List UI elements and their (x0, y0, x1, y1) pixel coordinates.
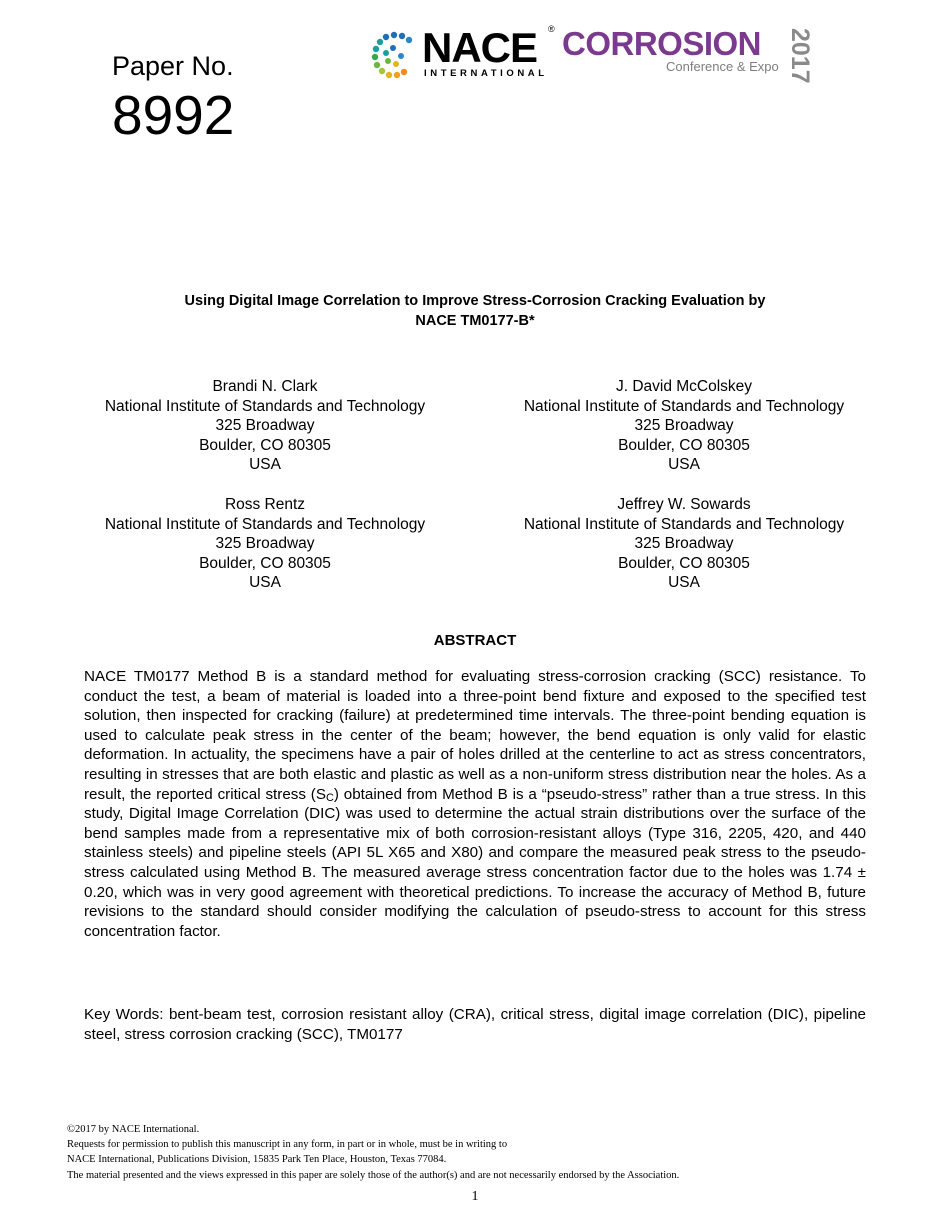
footer-disclaimer: The material presented and the views expressed in this paper are solely those of the author(s) and are not necessarily endorsed by the Association. (67, 1169, 680, 1181)
footer-copyright: ©2017 by NACE International. (67, 1124, 200, 1135)
corrosion-wordmark: CORROSION (562, 25, 762, 62)
nace-wordmark: NACE (422, 24, 538, 71)
author-street: 325 Broadway (634, 535, 734, 552)
author-country: USA (249, 574, 281, 591)
abstract-text-part-2: ) obtained from Method B is a “pseudo-stress” rather than a true stress. In this study, Digital Image Correlation (DIC) was used to determine the actual strain distributions over the surface of the bend samples made from a representative mix of both corrosion-resistant alloys (Type 316, 2205, 420, and 440 stainless steels) and pipeline steels (API 5L X65 and X80) and compare the measured peak stress to the pseudo-stress calculated using Method B. The measured average stress concentration factor due to the holes was 1.74 ± 0.20, which was in very good agreement with theoretical predictions. To increase the accuracy of Method B, future revisions to the standard should consider modifying the calculation of pseudo-stress to account for this stress concentration factor. (84, 785, 866, 940)
footer-permission-line-2: NACE International, Publications Division, 15835 Park Ten Place, Houston, Texas 77084. (67, 1154, 447, 1166)
abstract-heading: ABSTRACT (433, 632, 517, 649)
author-institution: National Institute of Standards and Technology (104, 515, 426, 533)
author-country: USA (668, 574, 700, 591)
paper-label: Paper No. (112, 51, 234, 81)
abstract-subscript: C (325, 791, 334, 804)
registered-mark: ® (548, 24, 555, 34)
abstract-text-part-1: NACE TM0177 Method B is a standard method for evaluating stress-corrosion cracking (SCC) resistance. To conduct the test, a beam of material is loaded into a three-point bend fixture and exposed to the specified test solution, then inspected for cracking (failure) at predetermined time intervals. The three-point bending equation is used to calculate peak stress in the center of the beam; however, the bend equation is only valid for elastic deformation. In actuality, the specimens have a pair of holes drilled at the centerline to act as stress concentrators, resulting in stresses that are both elastic and plastic as well as a non-uniform stress distribution near the holes. As a result, the reported critical stress (S (84, 668, 866, 803)
author-name: J. David McColskey (615, 378, 753, 395)
corrosion-subtitle: Conference & Expo (666, 59, 779, 74)
author-street: 325 Broadway (215, 417, 315, 434)
author-name: Jeffrey W. Sowards (617, 496, 751, 513)
author-block (65, 495, 465, 593)
author-name: Ross Rentz (224, 496, 306, 513)
author-street: 325 Broadway (634, 417, 734, 434)
author-city: Boulder, CO 80305 (199, 554, 331, 572)
author-city: Boulder, CO 80305 (199, 436, 331, 454)
author-institution: National Institute of Standards and Technology (523, 515, 845, 533)
page-number: 1 (471, 1189, 479, 1204)
author-block (484, 495, 884, 593)
author-city: Boulder, CO 80305 (618, 436, 750, 454)
author-country: USA (668, 456, 700, 473)
nace-logo (368, 24, 568, 86)
nace-subtitle: INTERNATIONAL (424, 68, 548, 79)
footer-permission-line-1: Requests for permission to publish this manuscript in any form, in part or in whole, must be in writing to (67, 1139, 508, 1151)
author-block (65, 377, 465, 475)
title-line-2: NACE TM0177-B* (415, 313, 535, 329)
author-name: Brandi N. Clark (212, 378, 318, 395)
nace-globe-icon (368, 28, 420, 80)
paper-title (90, 291, 860, 331)
keywords: Key Words: bent-beam test, corrosion resistant alloy (CRA), critical stress, digital image correlation (DIC), pipeline steel, stress corrosion cracking (SCC), TM0177 (84, 1006, 866, 1043)
footer (67, 1122, 887, 1183)
corrosion-year: 2017 (786, 28, 814, 84)
title-line-1: Using Digital Image Correlation to Improve Stress-Corrosion Cracking Evaluation by (184, 293, 766, 309)
author-country: USA (249, 456, 281, 473)
abstract-body (84, 667, 866, 941)
author-street: 325 Broadway (215, 535, 315, 552)
paper-number: 8992 (112, 84, 235, 146)
author-city: Boulder, CO 80305 (618, 554, 750, 572)
corrosion-logo (562, 24, 832, 88)
author-block (484, 377, 884, 475)
author-institution: National Institute of Standards and Technology (523, 397, 845, 415)
author-institution: National Institute of Standards and Technology (104, 397, 426, 415)
